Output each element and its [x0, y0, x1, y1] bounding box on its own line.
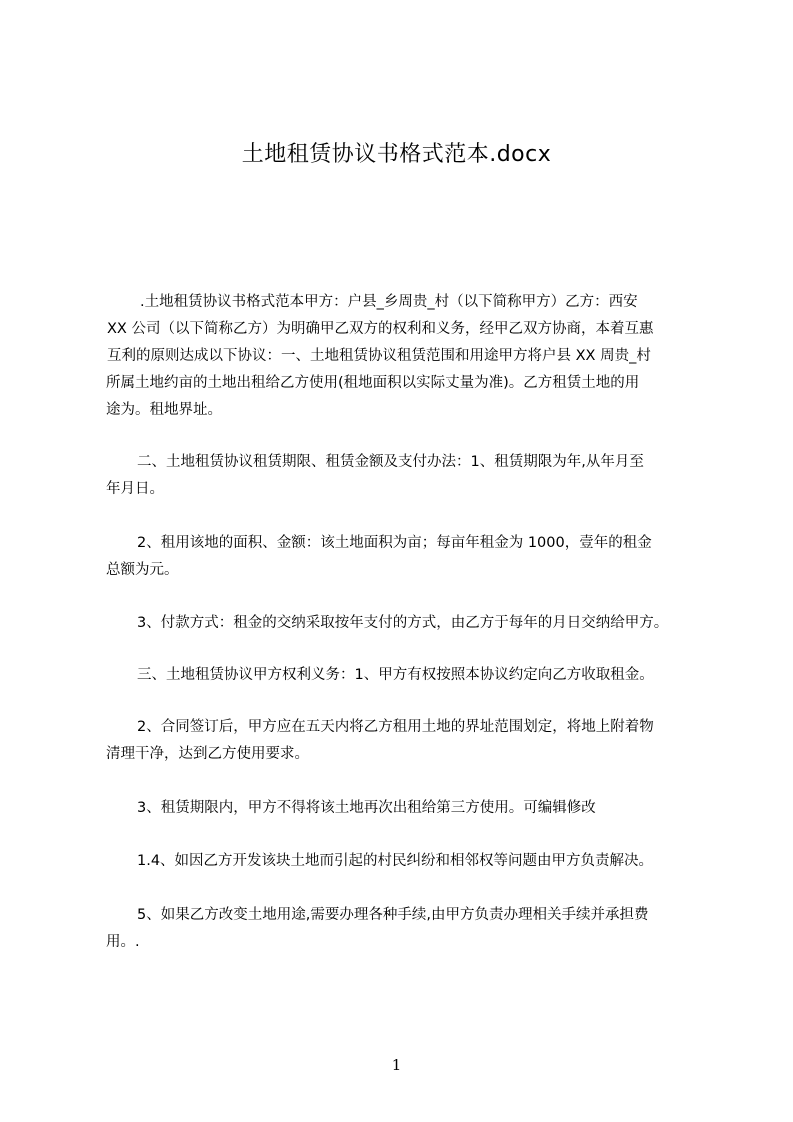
paragraph-line: 清理干净，达到乙方使用要求。: [106, 746, 309, 762]
paragraph-line: .土地租赁协议书格式范本甲方：户县_乡周贵_村（以下简称甲方）乙方：西安: [140, 294, 638, 310]
paragraph-line: 3、付款方式：租金的交纳采取按年支付的方式，由乙方于每年的月日交纳给甲方。: [137, 615, 669, 631]
paragraph-line: 2、租用该地的面积、金额：该土地面积为亩；每亩年租金为 1000，壹年的租金: [137, 535, 652, 551]
paragraph-line: 三、土地租赁协议甲方权利义务：1、甲方有权按照本协议约定向乙方收取租金。: [137, 667, 654, 683]
paragraph-line: 用。.: [106, 934, 140, 950]
paragraph-line: 3、租赁期限内，甲方不得将该土地再次出租给第三方使用。可编辑修改: [137, 800, 596, 816]
paragraph-line: 互利的原则达成以下协议：一、土地租赁协议租赁范围和用途甲方将户县 XX 周贵_村: [107, 348, 651, 364]
paragraph-line: 途为。租地界址。: [106, 402, 222, 418]
paragraph-line: XX 公司（以下简称乙方）为明确甲乙双方的权利和义务，经甲乙双方协商，本着互惠: [107, 321, 654, 337]
paragraph-line: 年月日。: [106, 481, 164, 497]
paragraph-line: 2、合同签订后，甲方应在五天内将乙方租用土地的界址范围划定，将地上附着物: [137, 719, 654, 735]
paragraph-line: 总额为元。: [106, 562, 179, 578]
paragraph-line: 所属土地约亩的土地出租给乙方使用(租地面积以实际丈量为准)。乙方租赁土地的用: [106, 375, 640, 391]
page-number: 1: [391, 1056, 402, 1074]
paragraph-line: 二、土地租赁协议租赁期限、租赁金额及支付办法：1、租赁期限为年,从年月至: [137, 454, 644, 470]
document-title: 土地租赁协议书格式范本.docx: [241, 142, 552, 167]
paragraph-line: 5、如果乙方改变土地用途,需要办理各种手续,由甲方负责办理相关手续并承担费: [137, 907, 649, 923]
paragraph-line: 1.4、如因乙方开发该块土地而引起的村民纠纷和相邻权等问题由甲方负责解决。: [137, 853, 654, 869]
